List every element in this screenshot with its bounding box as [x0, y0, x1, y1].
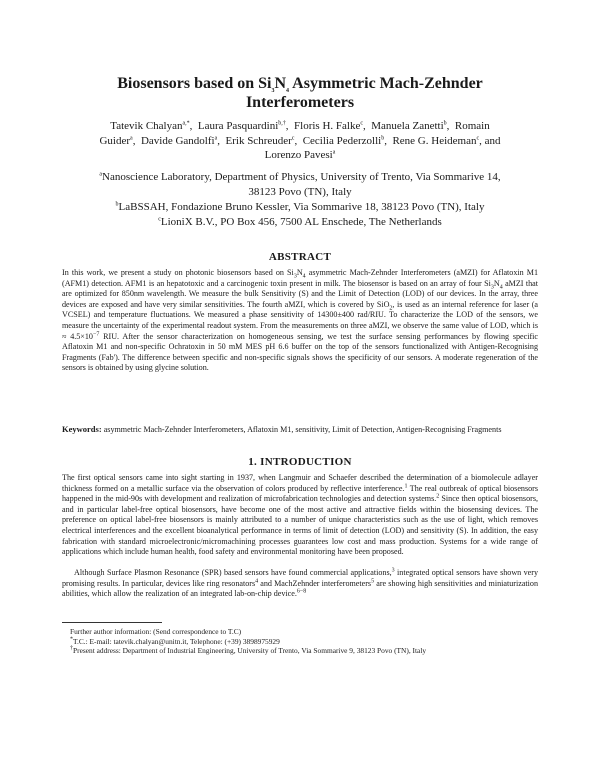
- authors-line-3: Lorenzo Pavesi$^a$: [264, 149, 336, 161]
- keywords: [62, 424, 538, 436]
- affiliation-c: $^c$LioniX B.V., PO Box 456, 7500 AL Enschede, The Netherlands: [158, 216, 442, 228]
- abstract-heading: ABSTRACT: [268, 251, 332, 263]
- footnote-2: *T.C.: E-mail: tatevik.chalyan@unitn.it, Telephone: (+39) 3898975929: [70, 636, 280, 646]
- affiliations: [70, 170, 530, 230]
- authors-line-2: Guider$^a$, Davide Gandolfi$^a$, Erik Schreuder$^c$, Cecilia Pederzolli$^b$, Rene G. Heideman$^c$, and: [99, 134, 501, 147]
- keywords-label: Keywords:: [62, 424, 102, 434]
- footnote-rule: [62, 622, 162, 623]
- authors-line-1: Tatevik Chalyan$^{a,*}$, Laura Pasquardini$^{b,\dagger}$, Floris H. Falke$^c$, Manuela Zanetti$^b$, Romain: [110, 120, 490, 132]
- title-line-1: Biosensors based on $Si_3N_4$ Asymmetric Mach-Zehnder: [117, 75, 483, 95]
- introduction-paragraph-2: Although Surface Plasmon Resonance (SPR) based sensors have found commercial applications,$^3$ integrated optical sensors have shown very promising results. In particular, devices like ring resonators$^4$ and MachZehnder interferometers$^5$ are showing high sensitivities and miniaturization abilities, which allow the realization of an integrated lab-on-chip device.$^{6-8}$: [62, 567, 538, 599]
- author-list: [88, 119, 512, 163]
- footnote-1: Further author information: (Send correspondence to T.C): [70, 627, 242, 636]
- abstract-text: In this work, we present a study on photonic biosensors based on $Si_3N_4$ asymmetric Mach-Zehnder Interferometers (aMZI) for Aflatoxin M1 (AFM1) detection. AFM1 is an hepatotoxic and a carcinogenic toxin present in milk. The biosensor is based on an array of four $Si_3N_4$ aMZI that are optimized for 850nm wavelength. We measure the bulk Sensitivity (S) and the Limit of Detection (LOD) of our devices. In the array, three devices are exposed and have very similar sensitivities. The fourth aMZI, which is covered by SiO$_2$, is used as an internal reference for laser (a VCSEL) and temperature fluctuations. We measured a phase sensitivity of 14300±400 rad/RIU. To characterize the LOD of the sensors, we measure the uncertainty of the experimental readout system. From the measurements on three aMZI, we observe the same value of LOD, which is ≈ $4.5\times 10^{-7}$ RIU. After the sensor characterization on homogeneous sensing, we test the surface sensing performances by flowing specific Aflatoxin M1 and non-specific Ochratoxin in 50 mM MES pH 6.6 buffer on the top of the sensors functionalized with Antigen-Recognising Fragments (Fab'). The difference between specific and non-specific signals shows the specificity of our sensors. A moderate regeneration of the sensors is obtained by using glycine solution.: [62, 268, 538, 373]
- affiliation-a: $^a$Nanoscience Laboratory, Department of Physics, University of Trento, Via Sommarive 14,: [99, 171, 501, 183]
- title-line-2: Interferometers: [245, 94, 355, 111]
- affiliation-b: $^b$LaBSSAH, Fondazione Bruno Kessler, Via Sommarive 18, 38123 Povo (TN), Italy: [115, 201, 485, 213]
- keywords-text: asymmetric Mach-Zehnder Interferometers, Aflatoxin M1, sensitivity, Limit of Detection, Antigen-Recognising Fragments: [103, 425, 502, 434]
- footnote-3: †Present address: Department of Industrial Engineering, University of Trento, Via Sommarive 9, 38123 Povo (TN), Italy: [70, 645, 427, 656]
- affiliation-a-cont: 38123 Povo (TN), Italy: [248, 186, 352, 198]
- introduction-paragraph-1: The first optical sensors came into sight starting in 1937, when Langmuir and Schaefer described the determination of a biomolecule adlayer thickness formed on a metallic surface via the observation of colors produced by reflective interference.$^1$ The real outbreak of optical biosensors happened in the mid-90s with development and realization of microfabrication technologies and detection systems.$^2$ Since then optical biosensors, and in particular label-free optical biosensors, have become one of the most active and attractive fields within the biosensing devices. The preference on optical label-free biosensors is mainly attributed to a number of unique characteristics such as the use of light, which removes electrical interferences and the excellent bioanalytical performance in terms of limit of detection (LOD) and sensitivity (S). In addition, the easy fabrication with standard microelectronic/micromachining processes guarantees low cost and mass production. Systems for a wide range of applications which include human health, food safety and environmental monitoring have been proposed.: [62, 473, 538, 557]
- introduction-heading: 1. INTRODUCTION: [248, 456, 352, 468]
- paper-title: [60, 74, 540, 112]
- footnotes: [62, 627, 538, 656]
